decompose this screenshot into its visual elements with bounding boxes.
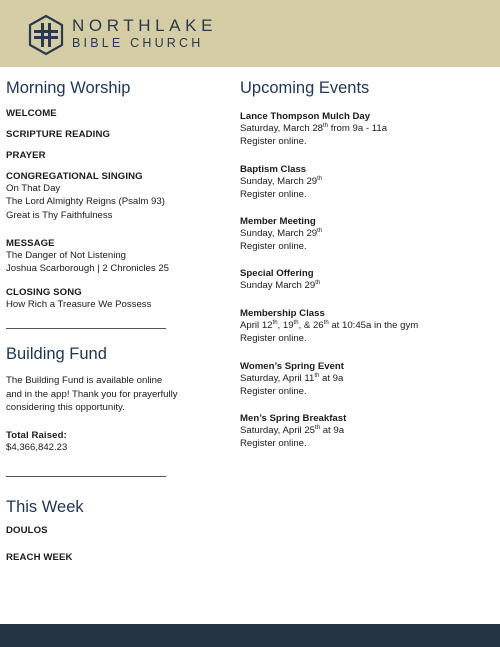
week-item-doulos: DOULOS — [6, 525, 48, 536]
prayer-label: PRAYER — [6, 150, 46, 161]
divider — [6, 328, 166, 329]
event-date-mulch: Saturday, March 28th from 9a - 11a — [240, 122, 388, 134]
church-name-line1: NORTHLAKE — [72, 16, 218, 35]
event-title-offering: Special Offering — [240, 268, 314, 279]
event-title-baptism: Baptism Class — [240, 164, 307, 175]
morning-worship-heading: Morning Worship — [6, 79, 131, 97]
total-raised-label: Total Raised: — [6, 430, 67, 441]
event-date-mens: Saturday, April 25th at 9a — [240, 424, 345, 436]
event-note-mulch: Register online. — [240, 136, 307, 147]
event-title-membership: Membership Class — [240, 308, 325, 319]
total-raised-value: $4,366,842.23 — [6, 442, 68, 453]
singing-label: CONGREGATIONAL SINGING — [6, 171, 143, 182]
event-title-member: Member Meeting — [240, 216, 316, 227]
footer-bar — [0, 624, 500, 647]
event-title-womens: Women’s Spring Event — [240, 361, 344, 372]
message-title: The Danger of Not Listening — [6, 250, 126, 261]
this-week-heading: This Week — [6, 498, 84, 516]
event-date-offering: Sunday March 29th — [240, 279, 321, 291]
song-3: Great is Thy Faithfulness — [6, 210, 113, 221]
event-note-membership: Register online. — [240, 333, 307, 344]
scripture-label: SCRIPTURE READING — [6, 129, 111, 140]
event-date-member: Sunday, March 29th — [240, 227, 323, 239]
event-date-womens: Saturday, April 11th at 9a — [240, 372, 344, 384]
song-2: The Lord Almighty Reigns (Psalm 93) — [6, 196, 165, 207]
event-title-mens: Men’s Spring Breakfast — [240, 413, 347, 424]
upcoming-events-heading: Upcoming Events — [240, 79, 370, 97]
event-note-baptism: Register online. — [240, 189, 307, 200]
event-date-membership: April 12th, 19th, & 26th at 10:45a in the gym — [240, 319, 419, 331]
header-banner — [0, 0, 500, 67]
building-text-3: considering this opportunity. — [6, 402, 125, 413]
event-note-member: Register online. — [240, 241, 307, 252]
event-date-baptism: Sunday, March 29th — [240, 175, 323, 187]
event-note-mens: Register online. — [240, 438, 307, 449]
building-text-2: and in the app! Thank you for prayerfully — [6, 389, 178, 400]
song-1: On That Day — [6, 183, 61, 194]
church-name-line2: BIBLE CHURCH — [72, 36, 204, 50]
message-speaker: Joshua Scarborough | 2 Chronicles 25 — [6, 263, 170, 274]
closing-label: CLOSING SONG — [6, 287, 82, 298]
event-title-mulch: Lance Thompson Mulch Day — [240, 111, 371, 122]
welcome-label: WELCOME — [6, 108, 57, 119]
closing-song: How Rich a Treasure We Possess — [6, 299, 152, 310]
message-label: MESSAGE — [6, 238, 55, 249]
week-item-reach: REACH WEEK — [6, 552, 73, 563]
building-text-1: The Building Fund is available online — [6, 375, 163, 386]
event-note-womens: Register online. — [240, 386, 307, 397]
divider — [6, 476, 166, 477]
building-fund-heading: Building Fund — [6, 345, 107, 363]
cross-shield-icon — [27, 14, 65, 56]
